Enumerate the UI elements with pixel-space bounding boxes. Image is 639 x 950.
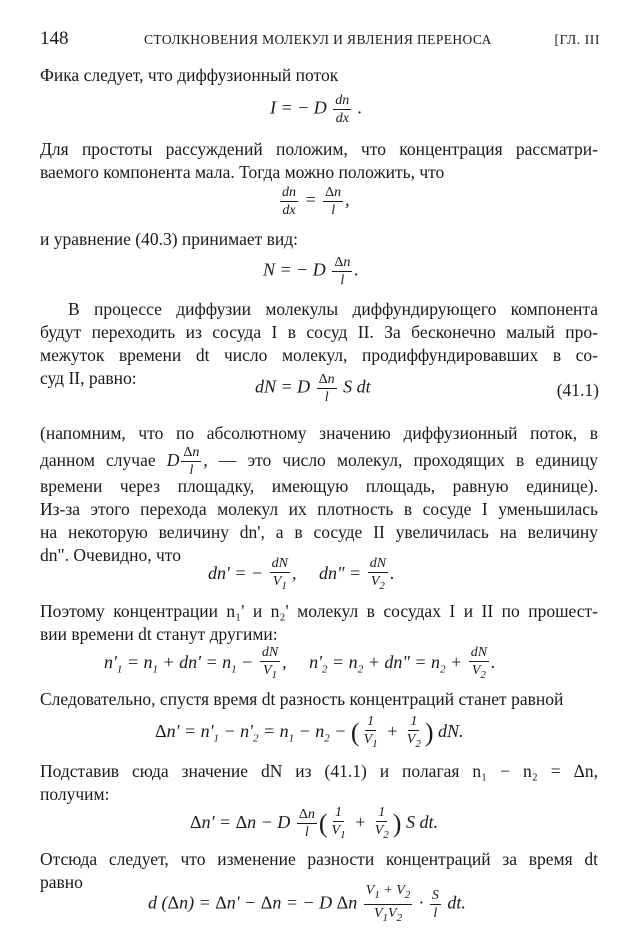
text-line: (напомним, что по абсолютному значению диффузионный поток, в xyxy=(40,423,598,443)
text-line: межуток времени dt число молекул, продиффундировавших в со- xyxy=(40,345,598,365)
equation-delta-n-result: Δn' = Δn − D $\frac{\Delta n}{l}$ ( $\frac{1}{V_1}$ + $\frac{1}{V_2}$ ) S dt. xyxy=(190,805,438,841)
text-line: dn". Очевидно, что xyxy=(40,545,181,565)
text-line: Отсюда следует, что изменение разности концентраций за время dt xyxy=(40,849,598,869)
text-line: и уравнение (40.3) принимает вид: xyxy=(40,229,299,249)
paragraph-difference xyxy=(40,688,598,711)
text-line: В процессе диффузии молекулы диффундирующего компонента xyxy=(68,299,598,319)
text-fragment: данном случае xyxy=(40,450,156,470)
text-line: суд II, равно: xyxy=(40,368,137,388)
chapter-label: [ГЛ. III xyxy=(554,32,600,47)
text-line: будут переходить из сосуда I в сосуд II. За бесконечно малый про- xyxy=(40,322,598,342)
paragraph-simplify xyxy=(40,138,598,184)
equation-new-concentrations: $n'_1 = n_1 + dn' = n_1$ − $\frac{dN}{V_1}$ , $n'_2 = n_2$ + dn" = $n_2$ + $\frac{dN}{V_2}$ . xyxy=(104,645,496,681)
equation-gradient: $\frac{dn}{dx}$ = $\frac{\Delta n}{l}$ , xyxy=(282,185,350,218)
paragraph-fick xyxy=(40,64,598,87)
text-line: вии времени dt станут другими: xyxy=(40,624,278,644)
equation-number: (41.1) xyxy=(556,380,599,400)
text-line: равно xyxy=(40,872,83,892)
equation-41-1: dN = D $\frac{\Delta n}{l}$ S dt xyxy=(255,372,371,405)
paragraph-reminder xyxy=(40,422,598,567)
equation-delta-n-prime: $\Delta n' = n'_1 - n'_2 = n_1 - n_2$ − ( $\frac{1}{V_1}$ + $\frac{1}{V_2}$ ) dN. xyxy=(155,714,464,750)
page-number: 148 xyxy=(40,28,69,49)
equation-dn: dn' = − $\frac{dN}{V_1}$ , dn" = $\frac{dN}{V_2}$ . xyxy=(208,556,395,592)
text-line: ваемого компонента мала. Тогда можно положить, что xyxy=(40,162,445,182)
text-line: Для простоты рассуждений положим, что концентрация рассматри- xyxy=(40,139,598,159)
equation-flux: I = − D $\frac{dn}{dx}$ . xyxy=(270,93,363,126)
paragraph-substitute xyxy=(40,760,598,806)
equation-N: N = − D $\frac{\Delta n}{l}$ . xyxy=(263,255,359,288)
text-line: получим: xyxy=(40,784,110,804)
text-line: Поэтому концентрации n₁' и n₂' молекул в сосудах I и II по прошест- xyxy=(40,601,598,621)
text-fragment: , — это число молекул, проходящих в единицу xyxy=(203,450,599,470)
text-line: Следовательно, спустя время dt разность концентраций станет равной xyxy=(40,689,564,709)
paragraph-eq-takes-form xyxy=(40,228,598,251)
running-title: СТОЛКНОВЕНИЯ МОЛЕКУЛ И ЯВЛЕНИЯ ПЕРЕНОСА xyxy=(144,32,492,47)
text-line: на некоторую величину dn', а в сосуде II увеличилась на величину xyxy=(40,522,598,542)
page-header xyxy=(40,28,600,56)
text-line: Из-за этого перехода молекул их плотность в сосуде I уменьшилась xyxy=(40,499,598,519)
text-line-with-fraction: данном случае D $\frac{\Delta n}{l}$ , — это число молекул, проходящих в единицу xyxy=(40,445,599,479)
text-line: Подставив сюда значение dN из (41.1) и полагая n₁ − n₂ = Δn, xyxy=(40,761,598,781)
text-line: времени через площадку, имеющую площадь, равную единице). xyxy=(40,476,598,496)
paragraph-concentrations xyxy=(40,600,598,646)
text-line: Фика следует, что диффузионный поток xyxy=(40,65,339,85)
equation-d-delta-n: d (Δn) = Δn' − Δn = − D Δn $\frac{V_1 + V_2}{V_1V_2}$ · $\frac{S}{l}$ dt. xyxy=(148,883,466,924)
